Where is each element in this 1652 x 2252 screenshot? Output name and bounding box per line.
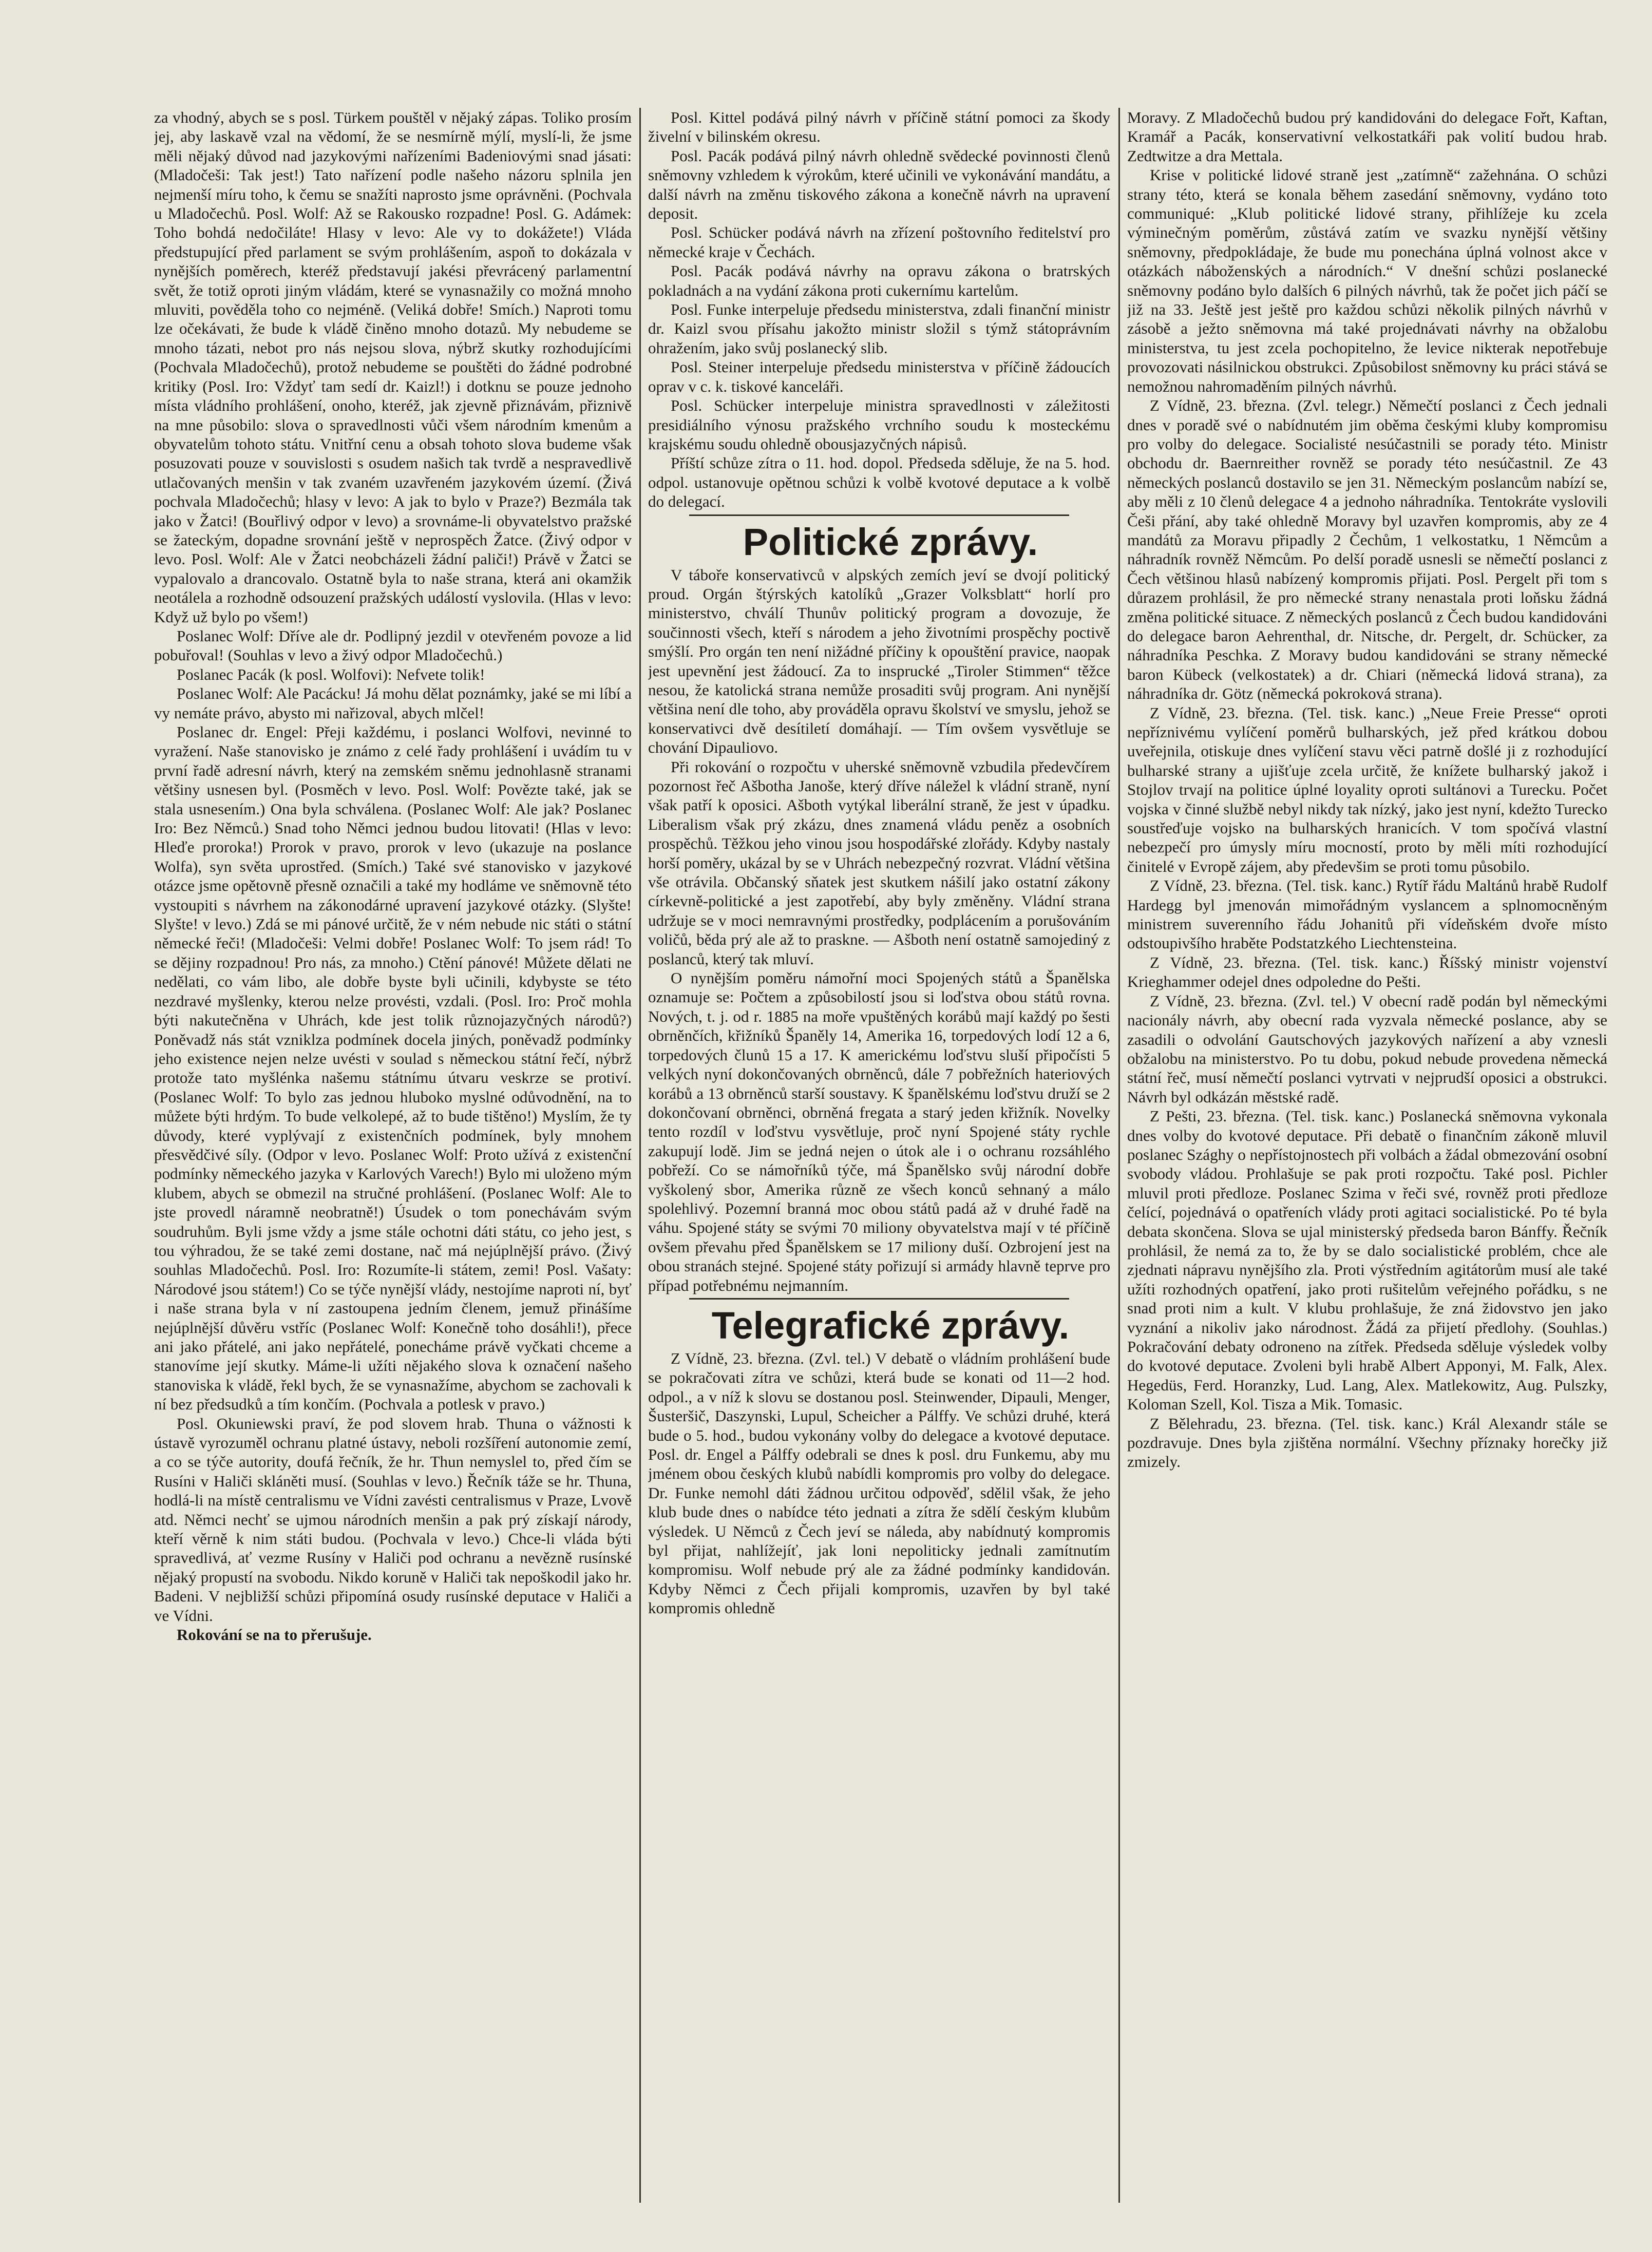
paragraph: Z Bělehradu, 23. března. (Tel. tisk. kanc.) Král Alexandr stále se pozdravuje. Dnes byla zjištěna normální. Všechny příznaky horečky již zmizely. bbox=[1127, 1414, 1607, 1471]
section-heading-telegraph: Telegrafické zprávy. bbox=[711, 1304, 1070, 1347]
paragraph: Poslanec dr. Engel: Přeji každému, i poslanci Wolfovi, nevinné to vyražení. Naše stanovisko je známo z celé řady prohlášení i uvádím tu v první řadě adresní návrh, který na zemském sněmu jednohlasně stranami většiny usnesen byl. (Posměch v levo. Posl. Wolf: Povězte také, jak se stala usnesením.) Ona byla schválena. (Poslanec Wolf: Ale jak? Poslanec Iro: Bez Němců.) Snad toho Němci jednou budou litovati! (Hlas v levo: Hleďe proroka!) Prorok v pravo, prorok v levo (ukazuje na poslance Wolfa), syn světa uprostřed. (Smích.) Také své stanovisko v jazykové otázce jsme opětovně přesně označili a také my hodláme ve sněmovně této vystoupiti s návrhem na zákonodárné upravení jazykové otázky. (Slyšte! Slyšte! v levo.) Zdá se mi pánové určitě, že v ném nebude nic státi o státní německé řeči! (Mladočeši: Velmi dobře! Poslanec Wolf: To jsem rád! To se dějiny rozpadnou! Pro nás, za mnoho.) Ctění pánové! Můžete dělati ne nedělati, co vám libo, ale dobře byste byli učinili, kdybyste se této nezdravé myšlenky, kterou nelze provésti, vzdali. (Posl. Iro: Proč mohla býti nakutečněna v Uhrách, kde jest tolik různojazyčných národů?) Poněvadž nás stát vzniklza podmínek docela jiných, poněvadž podmínky jeho existence nejen nelze uvésti v soulad s německou státní řečí, nýbrž protože tato myšlénka našemu státnímu útvaru veskrze se protiví. (Poslanec Wolf: To bylo zas jednou hluboko myslné odůvodnění, na to můžete býti hrdým. To bude velkolepé, až to bude tištěno!) Myslím, že ty důvody, které vyplývají z existenčních podmínek, byly mnohem přesvědčivé síly. (Odpor v levo. Poslanec Wolf: Proto užívá z existenční podmínky německého jazyka v Karlových Varech!) Bylo mi uloženo mým klubem, abych se obmezil na stručné prohlášení. (Poslanec Wolf: Ale to jste provedl náramně neobratně!) Úsudek o tom ponechávám svým soudruhům. Byli jsme vždy a jsme stále ochotni dáti státu, co jeho jest, s tou výhradou, že se také zemi dostane, nač má nejúplnější právo. (Živý souhlas Mladočechů. Posl. Iro: Rozumíte-li státem, zemi! Posl. Vašaty: Národové jsou státem!) Co se týče nynější vlády, nestojíme naproti ní, byť i naše strana byla v ní zastoupena jedním členem, jemuž přinášíme nejúplnější důvěru vstříc (Poslanec Wolf: Konečně toho dosáhli!), přece ani jako přátelé, ani jako nepřátelé, ponecháme právě vyčkati chceme a stanovíme její skutky. Máme-li užíti nějakého slova k označení našeho stanoviska k vládě, řekl bych, že se vynasnažíme, abychom se zachovali k ní bez předsudků a tím končím. (Pochvala a potlesk v pravo.) bbox=[154, 723, 632, 1414]
paragraph: Z Pešti, 23. března. (Tel. tisk. kanc.) Poslanecká sněmovna vykonala dnes volby do kvotové deputace. Při debatě o finančním zákoně mluvil poslanec Szághy o nepřístojnostech při volbách a žádal obmezování osobní svobody vládou. Prohlašuje se pak proti rozpočtu. Také posl. Pichler mluvil proti předloze. Poslanec Szima v řeči své, rovněž proti předloze čelící, pojednává o opatřeních vlády proti agitaci socialistické. Po té byla debata skončena. Slova se ujal ministerský předseda baron Bánffy. Řečník prohlásil, že nemá za to, že by se dalo socialistické problém, chce ale zjednati nápravu nynějšího zla. Proti výstředním agitátorům musí ale také užíti rozhodných opatření, jako proti rušitelům veřejného pořádku, s ne snad proti nim a kult. V klubu prohlašuje, že zná židovstvo jen jako vyznání a nikoliv jako národnost. Žádá za přijetí předlohy. (Souhlas.) Pokračování debaty odroneno na zítřek. Předseda sděluje výsledek volby do kvotové deputace. Zvoleni byli hrabě Albert Apponyi, M. Falk, Alex. Hegedüs, Ferd. Horanzky, Lud. Lang, Alex. Matlekowitz, Aug. Pulszky, Koloman Szell, Kol. Tisza a Mik. Tomasic. bbox=[1127, 1107, 1607, 1414]
column-middle bbox=[648, 108, 1110, 2203]
paragraph: Z Vídně, 23. března. (Zvl. tel.) V debatě o vládním prohlášení bude se pokračovati zítra ve schůzi, která bude se konati od 11—2 hod. odpol., a v níž k slovu se dostanou posl. Steinwender, Dipauli, Menger, Šusteršič, Daszynski, Lupul, Scheicher a Pálffy. Ve schůzi druhé, která bude o 5. hod., budou vykonány volby do delegace a kvotové deputace. Posl. dr. Engel a Pálffy odebrali se dnes k posl. dru Funkemu, aby mu jménem obou českých klubů nabídli kompromis pro volby do delegace. Dr. Funke nemohl dáti žádnou určitou odpověď, sdělil však, že jeho klub bude dnes o nabídce této jednati a zítra že sdělí českým klubům výsledek. U Němců z Čech jeví se náleda, aby nabídnutý kompromis byl přijat, nahlížejíť, jak loni nepoliticky jednali zamítnutím kompromisu. Wolf nebude prý ale za žádné podmínky kandidován. Kdyby Němci z Čech přijali kompromis, uzavřen by byl také kompromis ohledně bbox=[648, 1349, 1110, 1617]
paragraph: Poslanec Wolf: Dříve ale dr. Podlipný jezdil v otevřeném povoze a lid pobuřoval! (Souhlas v levo a živý odpor Mladočechů.) bbox=[154, 626, 632, 664]
column-right bbox=[1127, 108, 1607, 2203]
paragraph: Posl. Schücker podává návrh na zřízení poštovního ředitelství pro německé kraje v Čechách. bbox=[648, 223, 1110, 261]
section-rule bbox=[689, 514, 1069, 516]
paragraph: Při rokování o rozpočtu v uherské sněmovně vzbudila předevčírem pozornost řeč Ašbotha Janoše, který dříve náležel k vládní straně, nyní však patří k oposici. Ašboth vytýkal liberální straně, že jest v úpadku. Liberalism však prý zkázu, dnes znamená vládu peněz a osobních prospěchů. Těžkou jeho vinou jsou hospodářské zlořády. Kdyby nastaly horší poměry, ukázal by se v Uhrách nebezpečný rozvrat. Vládní většina vše otrávila. Občanský sňatek jest skutkem nášilí jako ostatní zákony církevně-politické a jest zapotřebí, aby byly změněny. Vládní strana udržuje se v moci nemravnými prostředky, podplácením a porušováním voličů, běda prý ale až to praskne. — Ašboth není ostatně samojediný z poslanců, který tak mluví. bbox=[648, 757, 1110, 968]
paragraph: Posl. Pacák podává návrhy na opravu zákona o bratrských pokladnách a na vydání zákona proti cukernímu kartelům. bbox=[648, 262, 1110, 299]
paragraph: V táboře konservativců v alpských zemích jeví se dvojí politický proud. Orgán štýrských katolíků „Grazer Volksblatt“ horlí pro ministerstvo, chválí Thunův politický program a dovozuje, že součinnosti všech, kteří s národem a jeho životními prospěchy poctivě smýšlí. Pro orgán ten není nižádné příčiny k opouštění pravice, naopak jest upevnění jest žádoucí. Za to insprucké „Tiroler Stimmen“ těžce nesou, že katolická strana nemůže prosaditi svůj program. Ani nynější většina není dle toho, aby prováděla opravu školství ve smyslu, jehož se konservativci dvě desítiletí domáhají. — Tím ovšem vysvětluje se chování Dipauliovo. bbox=[648, 565, 1110, 757]
section-rule bbox=[689, 1298, 1069, 1300]
paragraph: Posl. Kittel podává pilný návrh v příčině státní pomoci za škody živelní v bilinském okresu. bbox=[648, 108, 1110, 146]
column-divider bbox=[639, 108, 641, 2203]
paragraph: Poslanec Pacák (k posl. Wolfovi): Nefvete tolik! bbox=[177, 665, 485, 683]
paragraph: Posl. Funke interpeluje předsedu ministerstva, zdali finanční ministr dr. Kaizl svou přísahu jakožto ministr složil s týmž státoprávním ohražením, jako svůj poslanecký slib. bbox=[648, 300, 1110, 357]
paragraph: Z Vídně, 23. března. (Zvl. telegr.) Němečtí poslanci z Čech jednali dnes v poradě své o nabídnutém jim oběma českými kluby kompromisu pro volby do delegace. Socialisté nesúčastnili se porady této. Ministr obchodu dr. Baernreither rovněž se porady této nesúčastnil. Ze 43 německých poslanců dostavilo se jen 31. Německým poslancům nabízí se, aby měli z 10 členů delegace 4 a jednoho náhradníka. Tentokráte vyslovili Češi přání, aby také ohledně Moravy byl uzavřen kompromis, aby ze 4 mandátů za Moravu připadly 2 Čechům, 1 velkostatku, 1 Němcům a náhradník rovněž Němcům. Po delší poradě usnesli se němečtí poslanci z Čech většinou hlasů nabízený kompromis přijati. Posl. Pergelt při tom s důrazem prohlásil, že pro německé strany nenastala proti loňsku žádná změna politické situace. Z německých poslanců z Čech budou kandidováni do delegace baron Aehrenthal, dr. Nitsche, dr. Pergelt, dr. Schücker, za náhradníka Peschka. Z Moravy budou kandidováni se strany německé baron Kübeck (velkostatek) a dr. Chiari (německá lidová strana), za náhradníka dr. Götz (německá pokroková strana). bbox=[1127, 396, 1607, 703]
paragraph: Posl. Pacák podává pilný návrh ohledně svědecké povinnosti členů sněmovny vzhledem k výrokům, které učinili ve vykonávání mandátu, a další návrh na změnu tiskového zákona a konečně návrh na upravení deposit. bbox=[648, 146, 1110, 223]
paragraph: O nynějším poměru námořní moci Spojených států a Španělska oznamuje se: Počtem a způsobilostí jsou si loďstva obou států rovna. Nových, t. j. od r. 1885 na moře vpuštěných korábů mají každý po šesti obrněnčích, křižníků Španěly 14, Amerika 16, torpedových lodí 12 a 6, torpedových člunů 15 a 17. K americkému loďstvu sluší připočísti 5 velkých nyní dokončovaných obrněnců, dále 7 pobřežních hateriových korábů a 13 obrněnců starší soustavy. K španělskému loďstvu druží se 2 dokončovaní obrněnci, obrněná fregata a starý jeden křižník. Novelky tento rozdíl v loďstvu vysvětluje, proč nyní Spojené státy rychle zakupují lodě. Jim se jedná nejen o útok ale i o ochranu rozsáhlého pobřeží. Co se námořníků týče, má Španělsko svůj národní dobře vyškolený sbor, Amerika různě ze všech konců sehnaný a málo spolehlivý. Pozemní branná moc obou států padá až v druhé řadě na váhu. Spojené státy se svými 70 miliony obyvatelstva mají v té příčině ovšem převahu před Španělskem se 17 miliony duší. Ozbrojení jest na obou stranách stejné. Spojené státy pořizují si armády hlavně teprve pro případ potřebnému nejmanním. bbox=[648, 969, 1110, 1294]
paragraph: Z Vídně, 23. března. (Tel. tisk. kanc.) Rytíř řádu Maltánů hrabě Rudolf Hardegg byl jmenován mimořádným vyslancem a splnomocněným ministrem suverenního řádu Johanitů při vídeňském dvoře místo odstoupivšího hraběte Podstatzkého Liechtensteina. bbox=[1127, 876, 1607, 952]
paragraph: Z Vídně, 23. března. (Tel. tisk. kanc.) „Neue Freie Presse“ oproti nepříznivému vylíčení poměrů bulharských, jež před krátkou dobou uveřejnila, otiskuje dnes vylíčení stavu věci patrně došlé ji z rozhodující bulharské strany a ujišťuje zcela určitě, že knížete bulharský jakož i Stojlov trvají na politice úplné loyality oproti sultánovi a Turecku. Počet vojska v činné službě nebyl nikdy tak nízký, jako jest nyní, kdežto Turecko soustřeďuje vojsko na bulharských hranicích. V tom spočívá vlastní nebezpečí pro úmysly míru mocností, proto by měli míti rozhodující činitelé v Evropě zájem, aby předevšim se proti tomu působilo. bbox=[1127, 703, 1607, 875]
paragraph: Z Vídně, 23. března. (Zvl. tel.) V obecní radě podán byl německými nacionály návrh, aby obecní rada vyzvala německé poslance, aby se zasadili o odvolání Gautschových jazykových nařízení a aby vznesli obžalobu na ministerstvo. Po tu dobu, pokud nebude provedena německá státní řeč, musí němečtí poslanci vytrvati v nejprudší oposici a obstrukci. Návrh byl odkázán městské radě. bbox=[1127, 991, 1607, 1106]
paragraph: Posl. Okuniewski praví, že pod slovem hrab. Thuna o vážnosti k ústavě vyrozuměl ochranu platné ústavy, neboli rozšíření autonomie zemí, a co se týče autority, doufá řečník, že hr. Thun nemyslel to, před čím se Rusíni v Haliči skláněti musí. (Souhlas v levo.) Řečník táže se hr. Thuna, hodlá-li na místě centralismu ve Vídni zavésti centralismus v Praze, Lvově atd. Němci nechť se ujmou národních menšin a pak prý získají národy, kteří věrně k nim státi budou. (Pochvala v levo.) Chce-li vláda býti spravedlivá, ať vezme Rusíny v Haliči pod ochranu a nevězně rusínské nějaký propustí na svobodu. Nikdo koruně v Haliči tak nepoškodil jako hr. Badeni. V nejbližší schůzi připomíná osudy rusínské deputace v Haliči a ve Vídni. bbox=[154, 1414, 632, 1625]
paragraph: Příští schůze zítra o 11. hod. dopol. Předseda sděluje, že na 5. hod. odpol. ustanovuje opětnou schůzi k volbě kvotové deputace a k volbě do delegací. bbox=[648, 454, 1110, 511]
paragraph: Posl. Steiner interpeluje předsedu ministerstva v příčině žádoucích oprav v c. k. tiskové kanceláři. bbox=[648, 358, 1110, 395]
paragraph: za vhodný, abych se s posl. Türkem pouštěl v nějaký zápas. Toliko prosím jej, aby laskavě vzal na vědomí, že se nesmírně mýlí, myslí-li, že jsme měli nějaký důvod nad jazykovými nařízeními Badeniovými snad jásati: (Mladočeši: Tak jest!) Tato nařízení podle našeho názoru splnila jen nejmenší míru toho, k čemu se snažíti naprosto jsme oprávněni. (Pochvala u Mladočechů. Posl. Wolf: Až se Rakousko rozpadne! Posl. G. Adámek: Toho bohdá nedočiláte! Hlasy v levo: Ale vy to dokážete!) Vláda předstupující před parlament se svým prohlášením, aspoň to dokázala v nynějších poměrech, kteréž představují jakési převrácený parlamentní svět, že totiž oproti jiným vládám, které se vynasnažily co možná mnoho mluviti, pověděla toho co nejméně. (Veliká dobře! Smích.) Naproti tomu lze očekávati, že bude k vládě činěno mnoho dotazů. My nebudeme se mnoho tázati, nebot pro nás nejsou slova, nýbrž skutky rozhodujícími (Pochvala Mladočechů), protož nebudeme se pouštěti do žádné podrobné kritiky (Posl. Iro: Vždyť tam sedí dr. Kaizl!) i dotknu se pouze jednoho místa vládního prohlášení, onoho, kteréž, jak zjevně přiznávám, přiznivě na mne působilo: slova o spravedlnosti vůči všem národním kmenům a obyvatelům tohoto státu. Vnitřní cenu a obsah tohoto slova budeme však posuzovati pouze v souvislosti s osudem našich tak tvrdě a nespravedlivě utlačovaných menšin v tak zvaném uzavřeném jazykovém území. (Živá pochvala Mladočechů; hlasy v levo: A jak to bylo v Praze?) Bezmála tak jako v Žatci! (Bouřlivý odpor v levo) a srovnáme-li obyvatelstvo pražské se žateckým, dopadne srovnání ještě v neprospěch Žatce. (Živý odpor v levo. Posl. Wolf: Ale v Žatci neobcházeli žádní paliči!) Právě v Žatci se vypalovalo a drancovalo. Ostatně byla to naše strana, která ani okamžik neotálela a rozhodně odsouzení pražských událostí vyslovila. (Hlas v levo: Když už bylo po všem!) bbox=[154, 108, 632, 626]
paragraph: Z Vídně, 23. března. (Tel. tisk. kanc.) Říšský ministr vojenství Krieghammer odejel dnes odpoledne do Pešti. bbox=[1127, 953, 1607, 991]
column-divider bbox=[1118, 108, 1120, 2203]
paragraph: Moravy. Z Mladočechů budou prý kandidováni do delegace Fořt, Kaftan, Kramář a Pacák, konservativní velkostatkáři pak volití budou hrab. Zedtwitze a dra Mettala. bbox=[1127, 108, 1607, 165]
paragraph: Posl. Schücker interpeluje ministra spravedlnosti v záležitosti presidiálního výnosu pražského vrchního soudu k mosteckému krajskému soudu ohledně obousjazyčných nápisů. bbox=[648, 396, 1110, 453]
paragraph: Poslanec Wolf: Ale Pacácku! Já mohu dělat poznámky, jaké se mi líbí a vy nemáte právo, abysto mi nařizoval, abych mlčel! bbox=[154, 684, 632, 722]
section-heading-political: Politické zprávy. bbox=[743, 520, 1038, 563]
paragraph: Krise v politické lidové straně jest „zatímně“ zažehnána. O schůzi strany této, která se konala během zasedání sněmovny, vydáno toto communiqué: „Klub politické lidové strany, přihlížeje ku zcela výminečným poměrům, zůstává zatím ve svazku nynější většiny sněmovny, předpokládaje, že bude mu ponechána úplná volnost akce v otázkách náboženských a národních.“ V dnešní schůzi poslanecké sněmovny podáno bylo dalších 6 pilných návrhů, tak že počet jich páčí se již na 33. Ještě jest ještě pro každou schůzi několik pilných návrhů v zásobě a ježto sněmovna má také projednávati návrhy na obžalobu ministerstva, tu jest zcela pochopitelno, že levice nikterak nepotřebuje provozovati násilnickou obstrukci. Způsobilost sněmovny ku práci stává se nemožnou nahromaděním pilných návrhů. bbox=[1127, 166, 1607, 395]
closing-line: Rokování se na to přerušuje. bbox=[177, 1626, 372, 1644]
column-left bbox=[154, 108, 632, 2203]
page-sheet bbox=[154, 108, 1607, 2203]
